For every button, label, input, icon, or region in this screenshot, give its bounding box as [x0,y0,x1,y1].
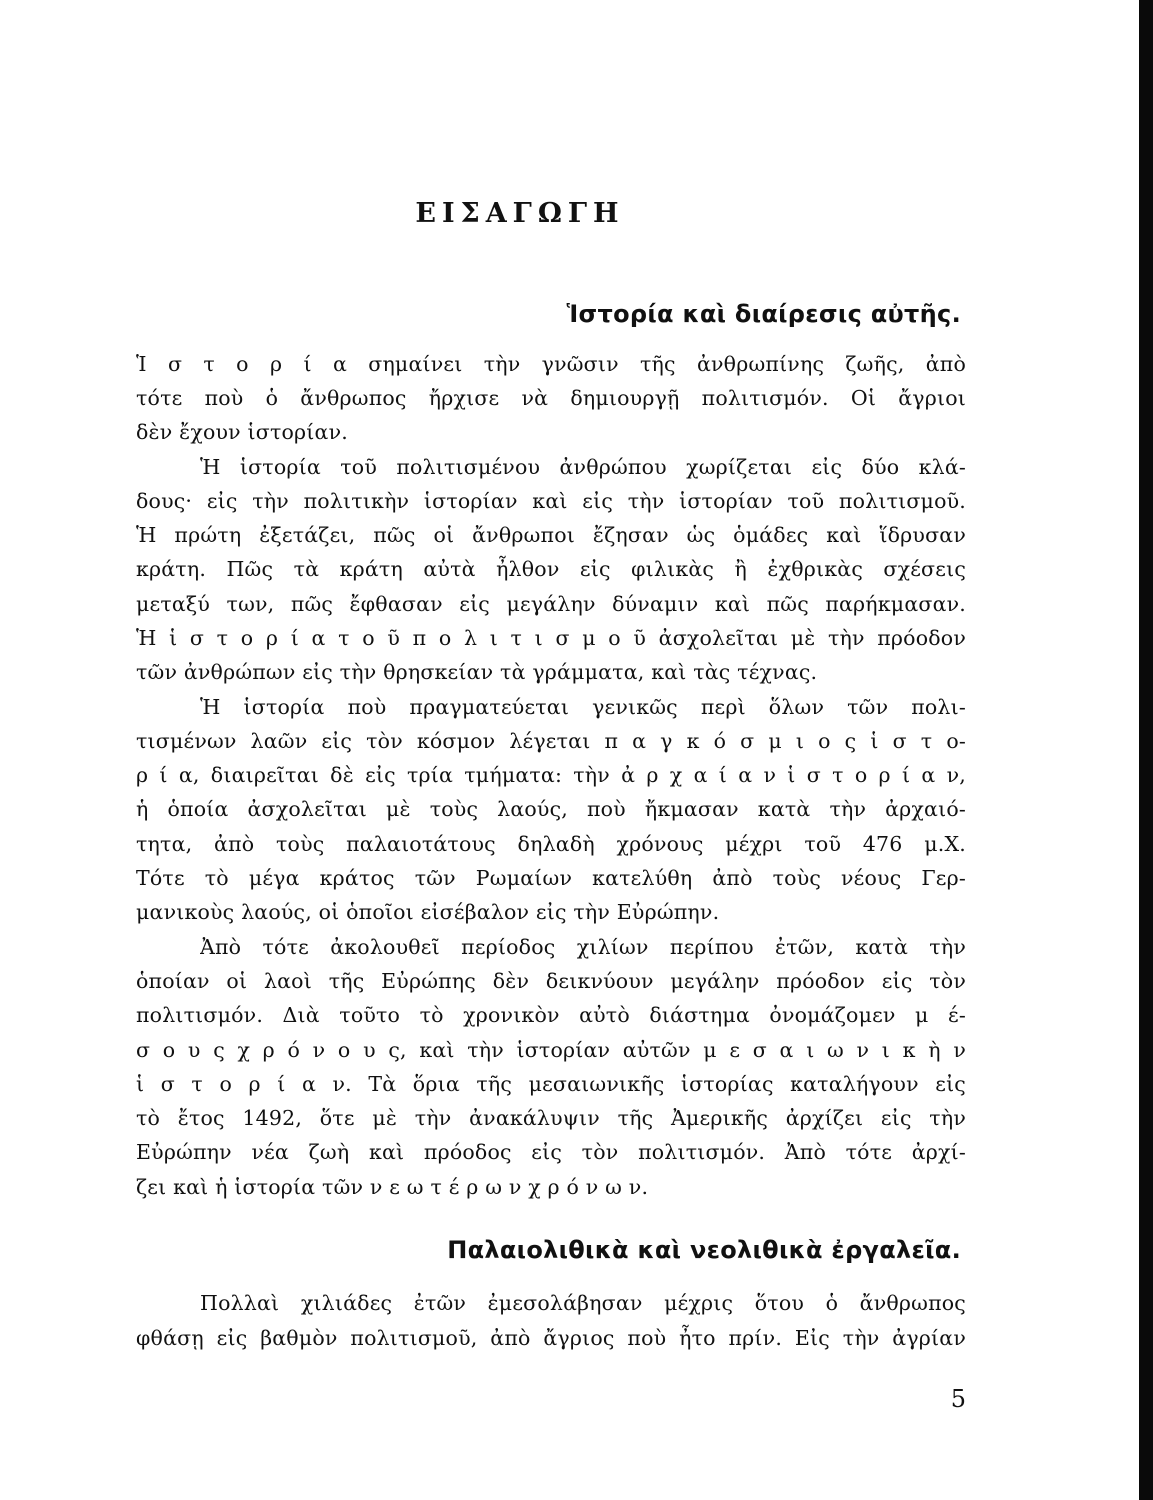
text-line: σ ο υ ς χ ρ ό ν ο υ ς, καὶ τὴν ἱστορίαν αὐτῶν μ ε σ α ι ω ν ι κ ὴ ν [136,1038,966,1062]
scan-edge-shadow [1139,0,1153,1500]
text-line: τὸ ἔτος 1492, ὅτε μὲ τὴν ἀνακάλυψιν τῆς Ἀμερικῆς ἀρχίζει εἰς τὴν [136,1106,966,1130]
text-line: φθάσῃ εἰς βαθμὸν πολιτισμοῦ, ἀπὸ ἄγριος ποὺ ἦτο πρίν. Εἰς τὴν ἀγρίαν [136,1326,966,1350]
text-line: πολιτισμόν. Διὰ τοῦτο τὸ χρονικὸν αὐτὸ διάστημα ὀνομάζομεν μ έ- [136,1003,966,1027]
text-line: Εὐρώπην νέα ζωὴ καὶ πρόοδος εἰς τὸν πολιτισμόν. Ἀπὸ τότε ἀρχί- [136,1140,966,1164]
text-line: τότε ποὺ ὁ ἄνθρωπος ἤρχισε νὰ δημιουργῇ πολιτισμόν. Οἱ ἄγριοι [136,386,966,410]
text-line: Ἡ πρώτη ἐξετάζει, πῶς οἱ ἄνθρωποι ἔζησαν ὡς ὁμάδες καὶ ἵδρυσαν [136,523,966,547]
text-line: δὲν ἔχουν ἱστορίαν. [136,420,348,444]
text-line: ὁποίαν οἱ λαοὶ τῆς Εὐρώπης δὲν δεικνύουν μεγάλην πρόοδον εἰς τὸν [136,969,966,993]
text-line: Ἀπὸ τότε ἀκολουθεῖ περίοδος χιλίων περίπου ἐτῶν, κατὰ τὴν [200,935,966,959]
section-heading-history: Ἱστορία καὶ διαίρεσις αὐτῆς. [566,300,961,328]
section-heading-tools: Παλαιολιθικὰ καὶ νεολιθικὰ ἐργαλεῖα. [447,1236,961,1264]
text-line: Τότε τὸ μέγα κράτος τῶν Ρωμαίων κατελύθη ἀπὸ τοὺς νέους Γερ- [136,866,966,890]
text-line: μανικοὺς λαούς, οἱ ὁποῖοι εἰσέβαλον εἰς τὴν Εὐρώπην. [136,900,720,924]
text-line: ἱ σ τ ο ρ ί α ν. Τὰ ὅρια τῆς μεσαιωνικῆς ἱστορίας καταλήγουν εἰς [136,1072,966,1096]
text-line: κράτη. Πῶς τὰ κράτη αὐτὰ ἦλθον εἰς φιλικὰς ἢ ἐχθρικὰς σχέσεις [136,557,966,581]
text-line: τισμένων λαῶν εἰς τὸν κόσμον λέγεται π α γ κ ό σ μ ι ο ς ἱ σ τ ο- [136,729,966,753]
page-number: 5 [950,1385,966,1413]
text-line: Ἡ ἱ σ τ ο ρ ί α τ ο ῦ π ο λ ι τ ι σ μ ο ῦ ἀσχολεῖται μὲ τὴν πρόοδον [136,626,966,650]
text-line: Ἡ ἱστορία τοῦ πολιτισμένου ἀνθρώπου χωρίζεται εἰς δύο κλά- [200,455,966,479]
text-line: ρ ί α, διαιρεῖται δὲ εἰς τρία τμήματα: τὴν ἀ ρ χ α ί α ν ἱ σ τ ο ρ ί α ν, [136,763,966,787]
text-line: τῶν ἀνθρώπων εἰς τὴν θρησκείαν τὰ γράμματα, καὶ τὰς τέχνας. [136,660,818,684]
text-line: δους· εἰς τὴν πολιτικὴν ἱστορίαν καὶ εἰς τὴν ἱστορίαν τοῦ πολιτισμοῦ. [136,489,966,513]
text-line: ἡ ὁποία ἀσχολεῖται μὲ τοὺς λαούς, ποὺ ἤκμασαν κατὰ τὴν ἀρχαιό- [136,797,966,821]
text-line: Ἡ ἱστορία ποὺ πραγματεύεται γενικῶς περὶ ὅλων τῶν πολι- [200,695,966,719]
text-line: ζει καὶ ἡ ἱστορία τῶν ν ε ω τ έ ρ ω ν χ ρ ό ν ω ν. [136,1175,649,1199]
text-line: τητα, ἀπὸ τοὺς παλαιοτάτους δηλαδὴ χρόνους μέχρι τοῦ 476 μ.Χ. [136,832,966,856]
chapter-title: ΕΙΣΑΓΩΓΗ [415,198,625,229]
text-line: μεταξύ των, πῶς ἔφθασαν εἰς μεγάλην δύναμιν καὶ πῶς παρήκμασαν. [136,592,966,616]
text-line: Πολλαὶ χιλιάδες ἐτῶν ἐμεσολάβησαν μέχρις ὅτου ὁ ἄνθρωπος [200,1291,966,1315]
text-line: Ἱ σ τ ο ρ ί α σημαίνει τὴν γνῶσιν τῆς ἀνθρωπίνης ζωῆς, ἀπὸ [136,352,966,376]
